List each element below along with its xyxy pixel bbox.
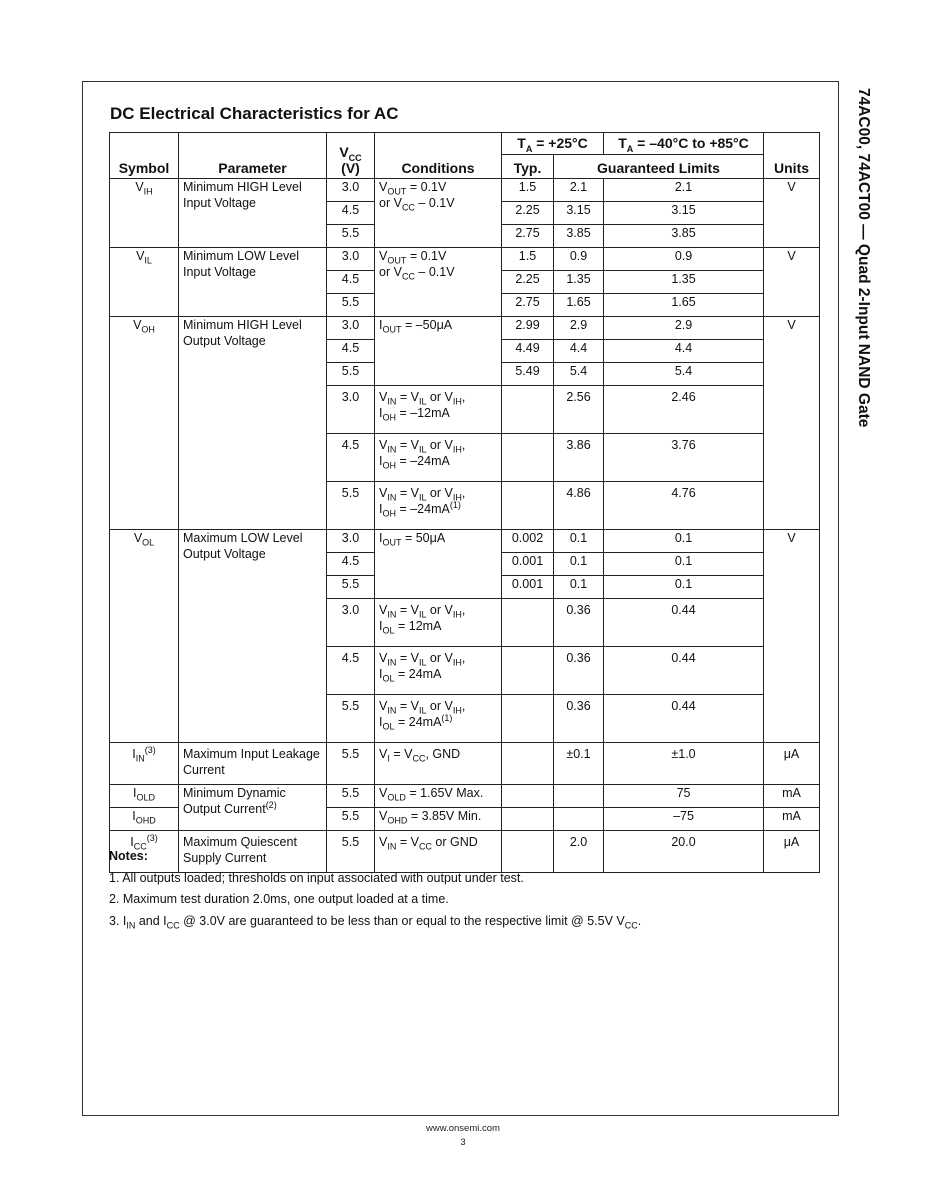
table-row: $I_{OHD}$ 5.5 $V_{OHD} = 3.85V$ Min. –75 mA [110, 808, 820, 831]
table-row: 5.5 2.75 3.85 3.85 [110, 225, 820, 248]
symbol-cell: $V_{OH}$ [110, 317, 179, 530]
conditions-cell: $V_{IN} = V_{IL}$ or $V_{IH}$, $I_{OH} = -24mA^{(1)}$ [375, 482, 502, 530]
col-units: Units [764, 133, 820, 179]
symbol-cell: $V_{IL}$ [110, 248, 179, 317]
table-row: 5.5 $V_{IN} = V_{IL}$ or $V_{IH}$, $I_{OL} = 24mA^{(1)}$ 0.36 0.44 [110, 695, 820, 743]
conditions-cell: $V_{OLD} = 1.65V$ Max. [375, 785, 502, 808]
table-row: 4.5 0.001 0.1 0.1 [110, 553, 820, 576]
conditions-cell: $V_{IN} = V_{IL}$ or $V_{IH}$, $I_{OL} = 24mA$ [375, 647, 502, 695]
symbol-cell: $I_{IN}^{(3)}$ [110, 743, 179, 785]
col-vcc: $V_{CC}$ (V) [327, 133, 375, 179]
table-row: $V_{IL}$ Minimum LOW Level Input Voltage 3.0 $V_{OUT} = 0.1V$ or $V_{CC} - 0.1V$ 1.5 0.9 0.9 V [110, 248, 820, 271]
section-title: DC Electrical Characteristics for AC [110, 104, 399, 123]
symbol-cell: $V_{IH}$ [110, 179, 179, 248]
table-row: 5.5 2.75 1.65 1.65 [110, 294, 820, 317]
conditions-cell: $V_{OUT} = 0.1V$ or $V_{CC} - 0.1V$ [375, 179, 502, 248]
page-number: 3 [460, 1137, 466, 1148]
conditions-cell: $V_{IN} = V_{IL}$ or $V_{IH}$, $I_{OL} = 24mA^{(1)}$ [375, 695, 502, 743]
parameter-cell: Minimum Dynamic Output Current$^{(2)}$ [179, 785, 327, 831]
note-3: 3. $I_{IN}$ and $I_{CC}$ @ 3.0V are guaranteed to be less than or equal to the respective limit @ 5.5V $V_{CC}$. [109, 913, 642, 930]
table-row: $I_{OLD}$ Minimum Dynamic Output Current$^{(2)}$ 5.5 $V_{OLD} = 1.65V$ Max. 75 mA [110, 785, 820, 808]
table-row: $I_{IN}^{(3)}$ Maximum Input Leakage Current 5.5 $V_I = V_{CC}$, GND ±0.1 ±1.0 μA [110, 743, 820, 785]
col-symbol: Symbol [110, 133, 179, 179]
table-row: 3.0 $V_{IN} = V_{IL}$ or $V_{IH}$, $I_{OH} = -12mA$ 2.56 2.46 [110, 386, 820, 434]
units-cell: V [764, 248, 820, 317]
col-guaranteed-limits: Guaranteed Limits [554, 155, 764, 179]
note-2: 2. Maximum test duration 2.0ms, one output loaded at a time. [109, 892, 449, 906]
table-row: 5.5 0.001 0.1 0.1 [110, 576, 820, 599]
table-row: $I_{CC}^{(3)}$ Maximum Quiescent Supply Current 5.5 $V_{IN} = V_{CC}$ or GND 2.0 20.0 μA [110, 831, 820, 873]
col-ta-25: $T_A = +25^\circ C$ [502, 133, 604, 155]
parameter-cell: Minimum LOW Level Input Voltage [179, 248, 327, 317]
col-ta-range: $T_A = -40^\circ C$ to +85°C [604, 133, 764, 155]
conditions-cell: $V_{IN} = V_{IL}$ or $V_{IH}$, $I_{OH} = -24mA$ [375, 434, 502, 482]
conditions-cell: $V_I = V_{CC}$, GND [375, 743, 502, 785]
conditions-cell: $V_{IN} = V_{IL}$ or $V_{IH}$, $I_{OH} = -12mA$ [375, 386, 502, 434]
table-row: 4.5 4.49 4.4 4.4 [110, 340, 820, 363]
parameter-cell: Minimum HIGH Level Output Voltage [179, 317, 327, 530]
footer-url: www.onsemi.com [426, 1123, 500, 1134]
symbol-cell: $I_{CC}^{(3)}$ [110, 831, 179, 873]
table-row: 4.5 $V_{IN} = V_{IL}$ or $V_{IH}$, $I_{OH} = -24mA$ 3.86 3.76 [110, 434, 820, 482]
parameter-cell: Maximum Quiescent Supply Current [179, 831, 327, 873]
table-row: 3.0 $V_{IN} = V_{IL}$ or $V_{IH}$, $I_{OL} = 12mA$ 0.36 0.44 [110, 599, 820, 647]
units-cell: V [764, 317, 820, 530]
note-1: 1. All outputs loaded; thresholds on input associated with output under test. [109, 870, 524, 885]
conditions-cell: $V_{IN} = V_{CC}$ or GND [375, 831, 502, 873]
units-cell: V [764, 530, 820, 743]
conditions-cell: $I_{OUT} = 50\mu A$ [375, 530, 502, 599]
parameter-cell: Maximum LOW Level Output Voltage [179, 530, 327, 743]
header-row-1 [110, 133, 820, 155]
side-title: 74AC00, 74ACT00 — Quad 2-Input NAND Gate [855, 88, 872, 428]
conditions-cell: $I_{OUT} = -50\mu A$ [375, 317, 502, 386]
dc-characteristics-table [109, 132, 820, 873]
symbol-cell: $I_{OLD}$ [110, 785, 179, 808]
table-row: 4.5 2.25 3.15 3.15 [110, 202, 820, 225]
conditions-cell: $V_{OUT} = 0.1V$ or $V_{CC} - 0.1V$ [375, 248, 502, 317]
conditions-cell: $V_{IN} = V_{IL}$ or $V_{IH}$, $I_{OL} = 12mA$ [375, 599, 502, 647]
notes [109, 846, 641, 932]
units-cell: V [764, 179, 820, 248]
col-typ: Typ. [502, 155, 554, 179]
table-row: 5.5 $V_{IN} = V_{IL}$ or $V_{IH}$, $I_{OH} = -24mA^{(1)}$ 4.86 4.76 [110, 482, 820, 530]
table-row: 4.5 $V_{IN} = V_{IL}$ or $V_{IH}$, $I_{OL} = 24mA$ 0.36 0.44 [110, 647, 820, 695]
table-row: 4.5 2.25 1.35 1.35 [110, 271, 820, 294]
table-row: $V_{OL}$ Maximum LOW Level Output Voltage 3.0 $I_{OUT} = 50\mu A$ 0.002 0.1 0.1 V [110, 530, 820, 553]
col-conditions: Conditions [375, 133, 502, 179]
notes-heading: Notes: [109, 849, 148, 863]
symbol-cell: $I_{OHD}$ [110, 808, 179, 831]
table-row: $V_{OH}$ Minimum HIGH Level Output Voltage 3.0 $I_{OUT} = -50\mu A$ 2.99 2.9 2.9 V [110, 317, 820, 340]
table-row: 5.5 5.49 5.4 5.4 [110, 363, 820, 386]
parameter-cell: Maximum Input Leakage Current [179, 743, 327, 785]
symbol-cell: $V_{OL}$ [110, 530, 179, 743]
conditions-cell: $V_{OHD} = 3.85V$ Min. [375, 808, 502, 831]
table-row: $V_{IH}$ Minimum HIGH Level Input Voltage 3.0 $V_{OUT} = 0.1V$ or $V_{CC} - 0.1V$ 1.5 2.1 2.1 V [110, 179, 820, 202]
col-parameter: Parameter [179, 133, 327, 179]
parameter-cell: Minimum HIGH Level Input Voltage [179, 179, 327, 248]
